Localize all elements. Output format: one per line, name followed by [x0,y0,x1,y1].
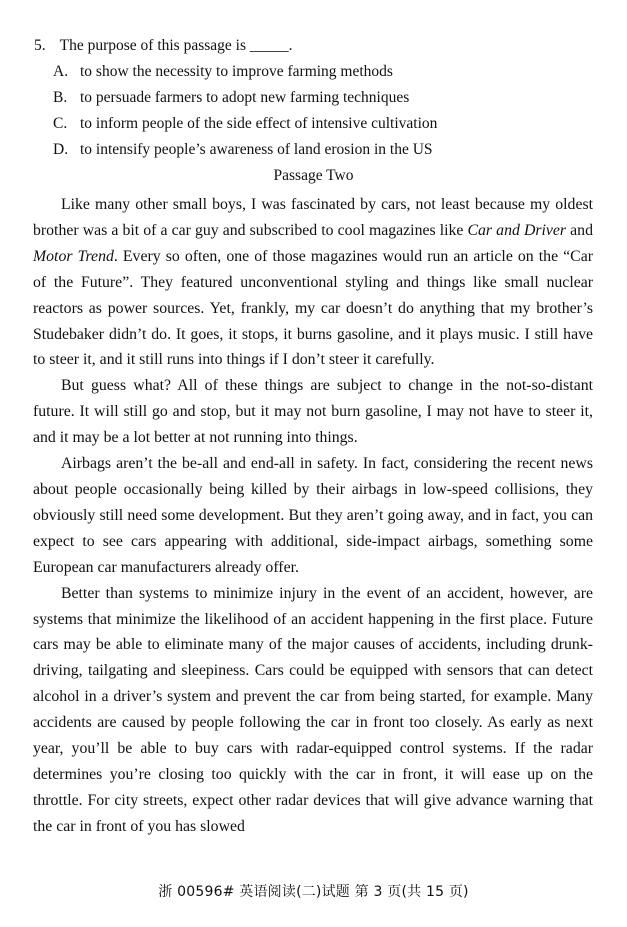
question-text: The purpose of this passage is _____. [59,37,293,54]
option-letter: D. [53,141,69,158]
page-footer: 浙 00596# 英语阅读(二)试题 第 3 页(共 15 页) [158,884,469,900]
option-a [53,62,393,82]
paragraph-1-text-b: and [566,221,593,239]
option-text: to show the necessity to improve farming methods [80,63,393,80]
magazine-title-motor-trend: Motor Trend [33,247,114,265]
option-text: to intensify people’s awareness of land erosion in the US [80,141,433,158]
paragraph-1-text-c: . Every so often, one of those magazines would run an article on the “Car of the Future”. They featured unconventional styling and things like small nuclear reactors as power sources. Yet, frankly, my car doesn’t do anything that my brother’s Studebaker didn’t do. It goes, it stops, it burns gasoline, and it plays music. I still have to steer it, and it still runs into things if I don’t steer it carefully. [33,247,593,369]
option-text: to persuade farmers to adopt new farming techniques [80,89,410,106]
question-5-stem [34,36,293,56]
option-letter: B. [53,89,68,106]
question-number: 5. [34,37,46,54]
passage-body [33,192,593,840]
paragraph-1 [33,192,593,373]
paragraph-1-text-a: Like many other small boys, I was fascinated by cars, not least because my oldest brother was a bit of a car guy and subscribed to cool magazines like [33,196,593,239]
option-letter: A. [53,63,69,80]
magazine-title-car-and-driver: Car and Driver [467,221,567,239]
paragraph-4: Better than systems to minimize injury in the event of an accident, however, are systems that minimize the likelihood of an accident happening in the first place. Future cars may be able to eliminate many of the major causes of accidents, including drunk-driving, tailgating and sleepiness. Cars could be equipped with sensors that can detect alcohol in a driver’s system and prevent the car from being started, for example. Many accidents are caused by people following the car in front too closely. As early as next year, you’ll be able to buy cars with radar-equipped control systems. If the radar determines you’re closing too quickly with the car in front, it will ease up on the throttle. For city streets, expect other radar devices that will give advance warning that the car in front of you has slowed [33,584,593,835]
paragraph-3: Airbags aren’t the be-all and end-all in safety. In fact, considering the recent news about people occasionally being killed by their airbags in low-speed collisions, they obviously still need some development. But they aren’t going away, and in fact, you can expect to see cars appearing with additional, side-impact airbags, something some European car manufacturers already offer. [33,455,593,576]
option-c [53,114,437,134]
paragraph-2: But guess what? All of these things are subject to change in the not-so-distant future. It will still go and stop, but it may not burn gasoline, I may not have to steer it, and it may be a lot better at not running into things. [33,377,593,447]
option-letter: C. [53,115,68,132]
passage-title: Passage Two [273,167,354,184]
option-d [53,140,433,160]
option-b [53,88,409,108]
option-text: to inform people of the side effect of intensive cultivation [80,115,438,132]
